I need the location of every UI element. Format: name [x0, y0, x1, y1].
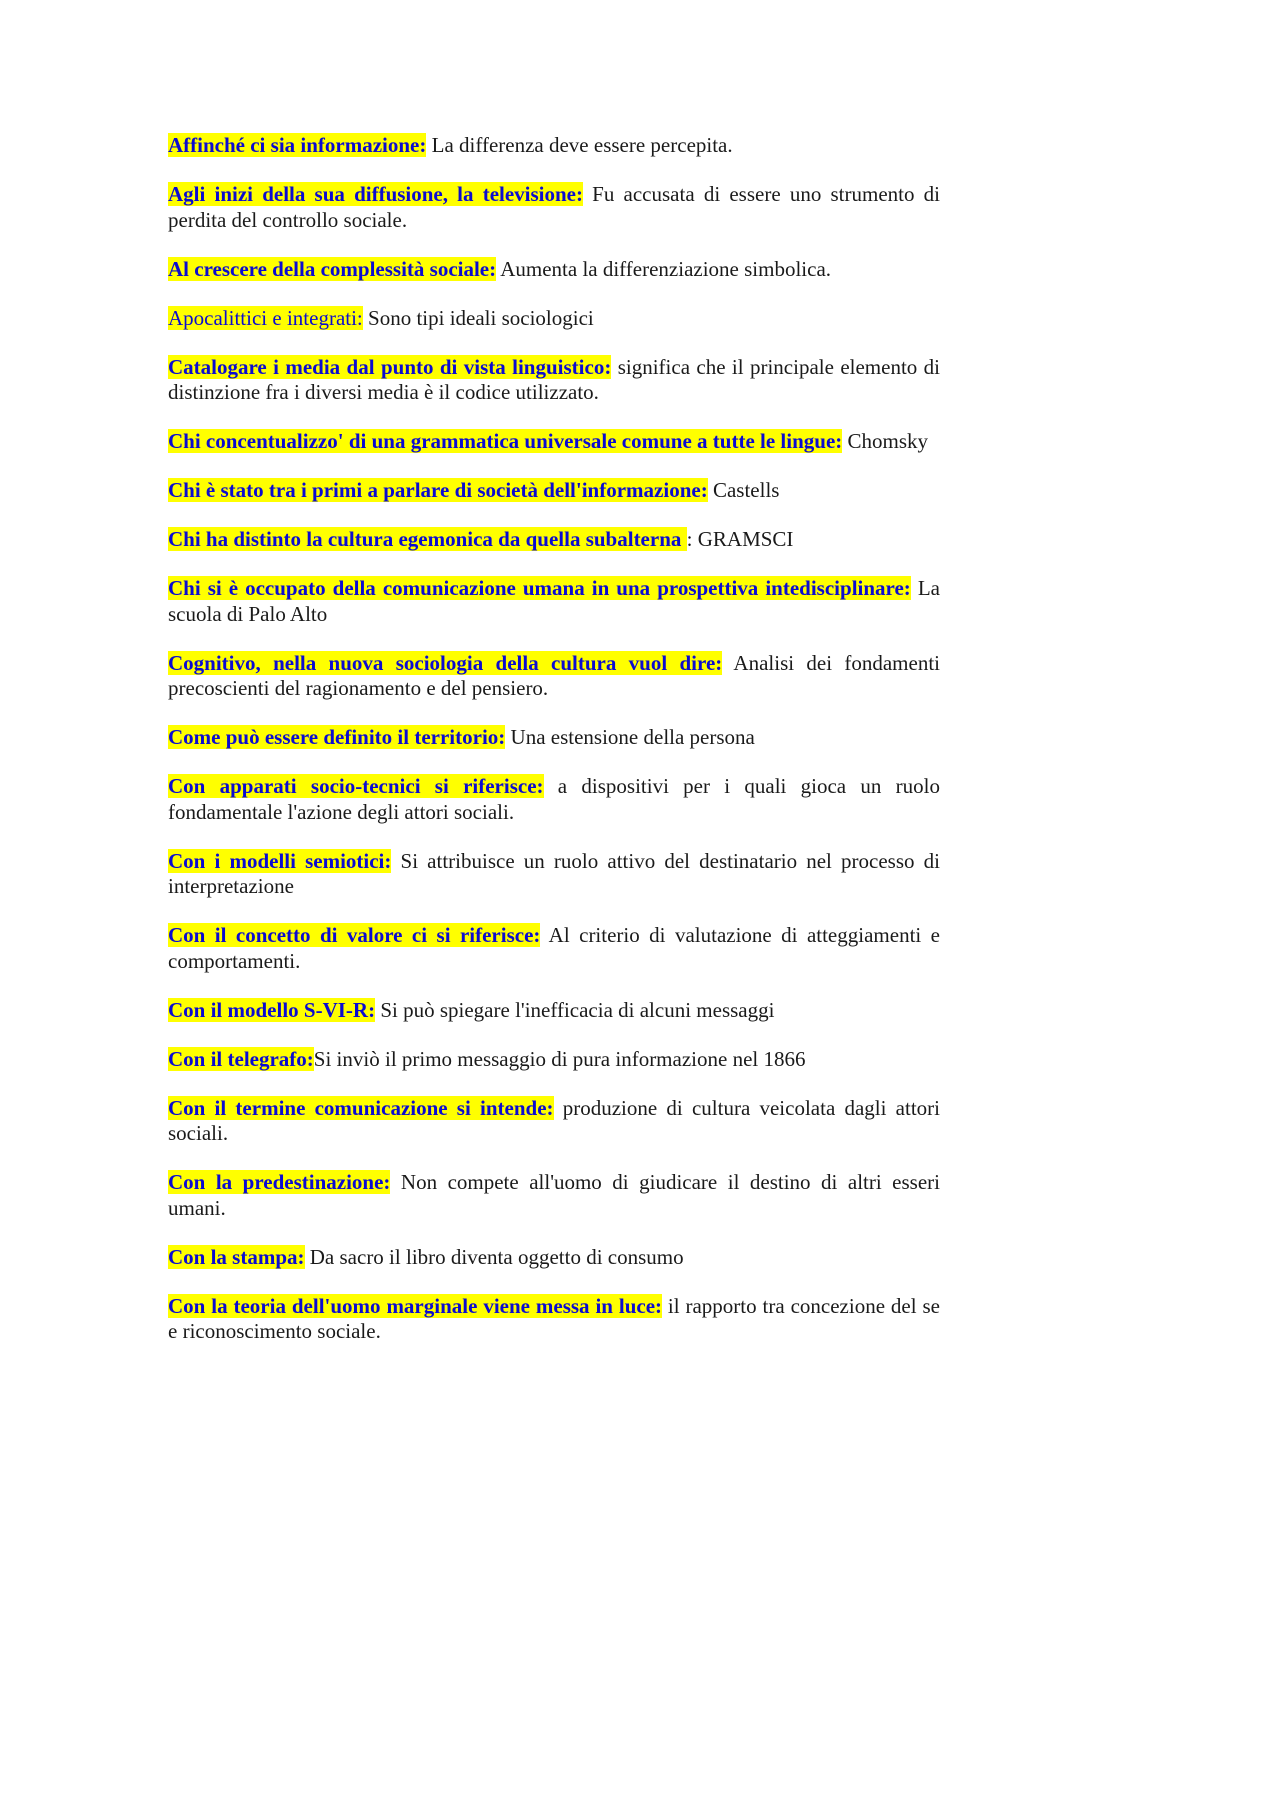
question-text: Cognitivo, nella nuova sociologia della cultura vuol dire:	[168, 650, 723, 675]
question-text: Catalogare i media dal punto di vista linguistico:	[168, 354, 612, 379]
question-text: Con il concetto di valore ci si riferisce:	[168, 923, 541, 947]
answer-text: Non compete all'uomo di giudicare il destino di altri esseri umani.	[168, 1170, 940, 1220]
qa-entry	[168, 774, 940, 825]
question-text: Con il telegrafo:	[168, 1046, 314, 1071]
qa-entry	[168, 182, 940, 233]
question-text: Con la stampa:	[168, 1244, 305, 1269]
qa-entry	[168, 306, 940, 332]
question-text: Come può essere definito il territorio:	[168, 725, 506, 749]
qa-entry	[168, 998, 940, 1024]
answer-text: Aumenta la differenziazione simbolica.	[496, 256, 832, 281]
qa-entry	[168, 257, 940, 283]
question-text: Affinché ci sia informazione:	[168, 133, 427, 157]
qa-entry	[168, 429, 940, 455]
answer-text: a dispositivi per i quali gioca un ruolo fondamentale l'azione degli attori sociali.	[168, 774, 940, 824]
qa-entry	[168, 1096, 940, 1147]
qa-entry	[168, 576, 940, 627]
question-text: Al crescere della complessità sociale:	[168, 256, 497, 281]
qa-entry	[168, 923, 940, 974]
qa-entry	[168, 1294, 940, 1345]
question-text: Con la teoria dell'uomo marginale viene messa in luce:	[168, 1293, 663, 1318]
qa-entry	[168, 527, 940, 553]
qa-entry	[168, 1245, 940, 1271]
question-text: Con i modelli semiotici:	[168, 848, 392, 873]
answer-text: Fu accusata di essere uno strumento di perdita del controllo sociale.	[168, 182, 940, 232]
answer-text: : GRAMSCI	[686, 527, 794, 551]
answer-text: Una estensione della persona	[505, 725, 755, 749]
qa-entry	[168, 725, 940, 751]
answer-text: La differenza deve essere percepita.	[426, 133, 733, 157]
answer-text: Castells	[707, 478, 780, 502]
question-text: Chi è stato tra i primi a parlare di società dell'informazione:	[168, 478, 708, 502]
answer-text: Sono tipi ideali sociologici	[362, 305, 594, 330]
question-text: Con il termine comunicazione si intende:	[168, 1095, 554, 1120]
qa-entry	[168, 478, 940, 504]
question-text: Apocalittici e integrati:	[168, 305, 363, 330]
question-text: Con il modello S-VI-R:	[168, 997, 376, 1022]
answer-text: Si può spiegare l'inefficacia di alcuni messaggi	[375, 997, 775, 1022]
question-text: Chi ha distinto la cultura egemonica da quella subalterna	[168, 527, 687, 551]
qa-entry	[168, 651, 940, 702]
document-page	[168, 133, 940, 1368]
answer-text: Da sacro il libro diventa oggetto di consumo	[304, 1244, 684, 1269]
answer-text: La scuola di Palo Alto	[168, 576, 940, 626]
question-text: Con apparati socio-tecnici si riferisce:	[168, 774, 544, 798]
answer-text: Analisi dei fondamenti precoscienti del ragionamento e del pensiero.	[168, 650, 941, 700]
qa-entry	[168, 355, 940, 406]
qa-entry	[168, 849, 940, 900]
answer-text: il rapporto tra concezione del se e riconoscimento sociale.	[168, 1293, 940, 1343]
answer-text: Si inviò il primo messaggio di pura informazione nel 1866	[313, 1046, 806, 1071]
qa-entry	[168, 1047, 940, 1073]
question-text: Chi concentualizzo' di una grammatica universale comune a tutte le lingue:	[168, 429, 843, 453]
qa-entry	[168, 1170, 940, 1221]
answer-text: Si attribuisce un ruolo attivo del destinatario nel processo di interpretazione	[168, 848, 940, 898]
qa-entry	[168, 133, 940, 159]
answer-text: produzione di cultura veicolata dagli attori sociali.	[168, 1095, 941, 1145]
answer-text: significa che il principale elemento di distinzione fra i diversi media è il codice utilizzato.	[168, 354, 940, 404]
answer-text: Al criterio di valutazione di atteggiamenti e comportamenti.	[168, 923, 940, 973]
question-text: Agli inizi della sua diffusione, la televisione:	[168, 182, 583, 206]
answer-text: Chomsky	[842, 429, 929, 453]
question-text: Chi si è occupato della comunicazione umana in una prospettiva intedisciplinare:	[168, 576, 911, 600]
question-text: Con la predestinazione:	[168, 1170, 391, 1194]
